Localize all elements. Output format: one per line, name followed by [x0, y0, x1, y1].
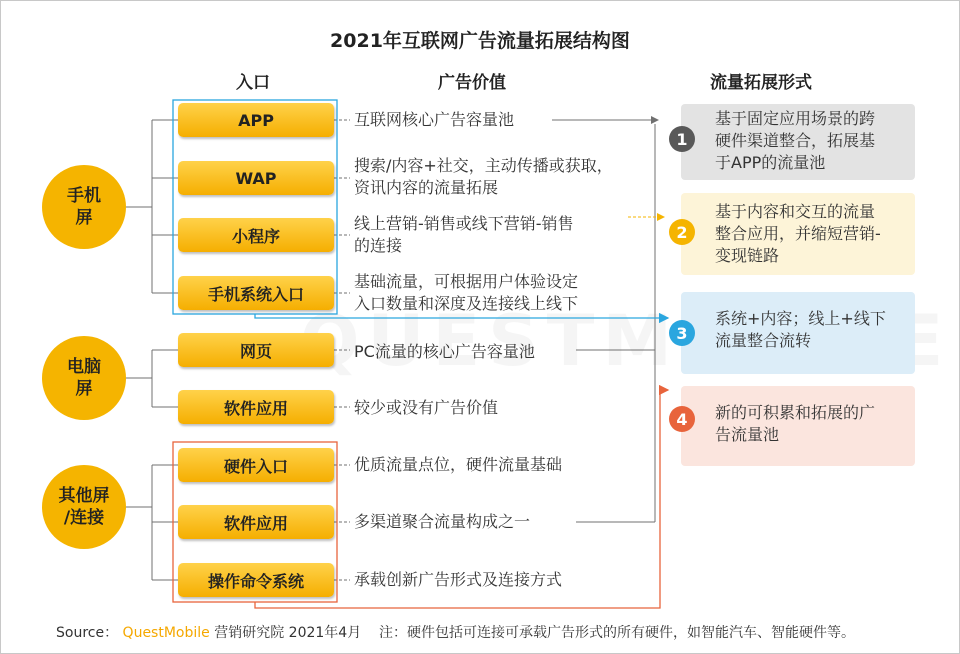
group-pc-circle: 电脑 屏 [42, 336, 126, 420]
value-other-software: 多渠道聚合流量构成之一 [354, 512, 531, 531]
entry-webpage: 网页 [178, 333, 334, 367]
entry-other-software: 软件应用 [178, 505, 334, 539]
entry-command-system: 操作命令系统 [178, 563, 334, 597]
bracket-other [126, 465, 178, 580]
form-text-3: 系统+内容；线上+线下 流量整合流转 [715, 309, 886, 350]
form-badge-2: 2 [669, 219, 695, 245]
group-phone-circle: 手机 屏 [42, 165, 126, 249]
form-card-3 [676, 292, 915, 374]
bracket-phone [126, 120, 178, 293]
form-text-4: 新的可积累和拓展的广 告流量池 [715, 403, 876, 444]
value-app: 互联网核心广告容量池 [354, 110, 515, 129]
form-badge-1: 1 [669, 126, 695, 152]
form-card-1 [676, 104, 915, 180]
form-badge-3: 3 [669, 320, 695, 346]
source-label: Source： [56, 625, 119, 641]
group-other-circle: 其他屏 /连接 [42, 465, 126, 549]
source-org-date: 营销研究院 2021年4月 [214, 625, 362, 641]
value-pc-software: 较少或没有广告价值 [354, 398, 499, 417]
entry-wap: WAP [178, 161, 334, 195]
value-wap: 搜索/内容+社交，主动传播或获取， 资讯内容的流量拓展 [354, 156, 613, 197]
entry-phone-system: 手机系统入口 [178, 276, 334, 310]
form-text-2: 基于内容和交互的流量 整合应用，并缩短营销- 变现链路 [715, 202, 881, 265]
form-card-2 [676, 193, 915, 275]
entry-app: APP [178, 103, 334, 137]
value-hardware: 优质流量点位，硬件流量基础 [354, 455, 563, 474]
entry-hardware: 硬件入口 [178, 448, 334, 482]
entry-pc-software: 软件应用 [178, 390, 334, 424]
value-command-system: 承载创新广告形式及连接方式 [354, 570, 563, 589]
form-text-1: 基于固定应用场景的跨 硬件渠道整合，拓展基 于APP的流量池 [715, 109, 876, 172]
value-mini-program: 线上营销-销售或线下营销-销售 的连接 [354, 214, 574, 255]
source-line [56, 622, 855, 642]
figure-title: 2021年互联网广告流量拓展结构图 [330, 30, 630, 52]
bracket-pc [126, 350, 178, 407]
value-webpage: PC流量的核心广告容量池 [354, 342, 535, 361]
entry-mini-program: 小程序 [178, 218, 334, 252]
source-note: 注：硬件包括可连接可承载广告形式的所有硬件，如智能汽车、智能硬件等。 [379, 625, 856, 641]
header-value: 广告价值 [438, 73, 506, 93]
value-phone-system: 基础流量，可根据用户体验设定 入口数量和深度及连接线上线下 [354, 272, 579, 313]
header-forms: 流量拓展形式 [710, 73, 812, 93]
form-card-4 [676, 386, 915, 466]
header-entry: 入口 [236, 73, 270, 93]
form-badge-4: 4 [669, 406, 695, 432]
source-brand: QuestMobile [122, 625, 210, 641]
